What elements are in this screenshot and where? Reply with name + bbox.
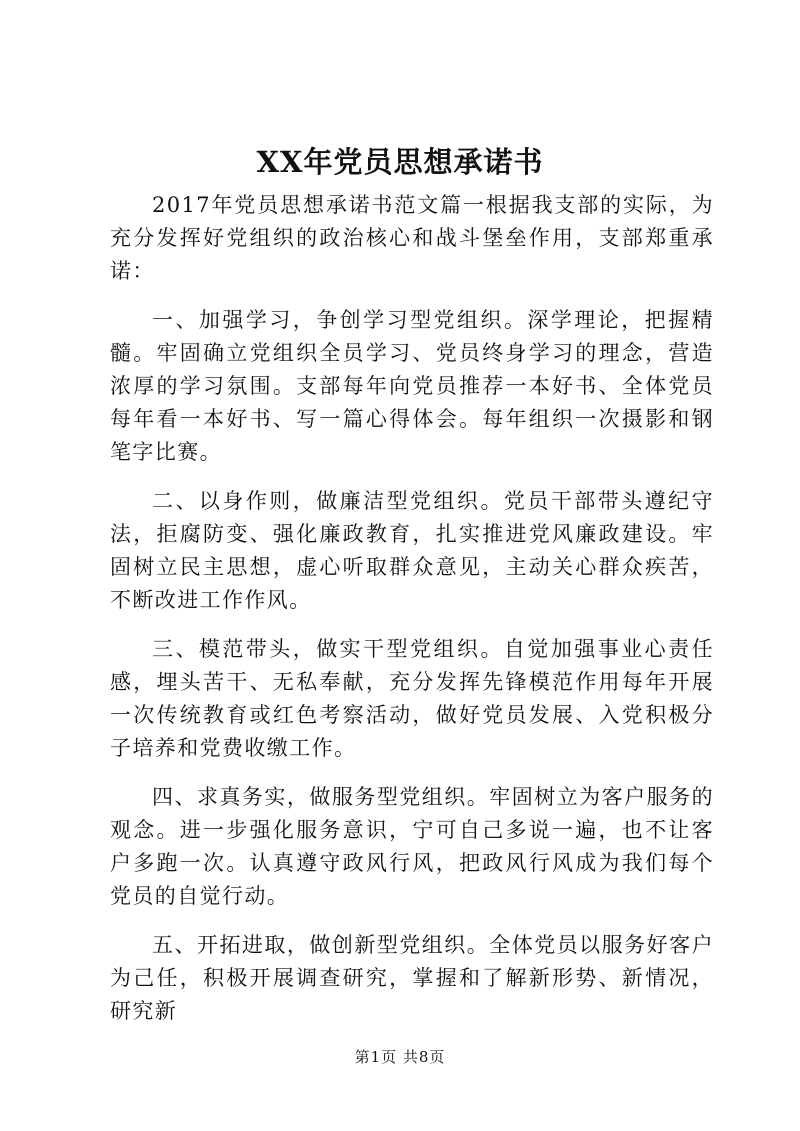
page-number-footer: 第1页 共8页 bbox=[354, 1048, 446, 1066]
paragraph-item-4: 四、求真务实，做服务型党组织。牢固树立为客户服务的观念。进一步强化服务意识，宁可自己多说一遍，也不让客户多跑一次。认真遵守政风行风，把政风行风成为我们每个党员的自觉行动。 bbox=[110, 785, 714, 908]
paragraph-item-5: 五、开拓进取，做创新型党组织。全体党员以服务好客户为己任，积极开展调查研究，掌握和了解新形势、新情况，研究新 bbox=[110, 933, 714, 1023]
paragraph-item-2: 二、以身作则，做廉洁型党组织。党员干部带头遵纪守法，拒腐防变、强化廉政教育，扎实推进党风廉政建设。牢固树立民主思想，虚心听取群众意见，主动关心群众疾苦，不断改进工作作风。 bbox=[110, 489, 714, 612]
paragraph-item-3: 三、模范带头，做实干型党组织。自觉加强事业心责任感，埋头苦干、无私奉献，充分发挥先锋模范作用每年开展一次传统教育或红色考察活动，做好党员发展、入党积极分子培养和党费收缴工作。 bbox=[110, 637, 714, 760]
document-body bbox=[110, 189, 714, 1028]
paragraph-item-1: 一、加强学习，争创学习型党组织。深学理论，把握精髓。牢固确立党组织全员学习、党员终身学习的理念，营造浓厚的学习氛围。支部每年向党员推荐一本好书、全体党员每年看一本好书、写一篇心得体会。每年组织一次摄影和钢笔字比赛。 bbox=[110, 308, 714, 464]
document-title: XX年党员思想承诺书 bbox=[256, 145, 544, 179]
paragraph-intro: 2017年党员思想承诺书范文篇一根据我支部的实际，为充分发挥好党组织的政治核心和战斗堡垒作用，支部郑重承诺： bbox=[110, 193, 714, 283]
